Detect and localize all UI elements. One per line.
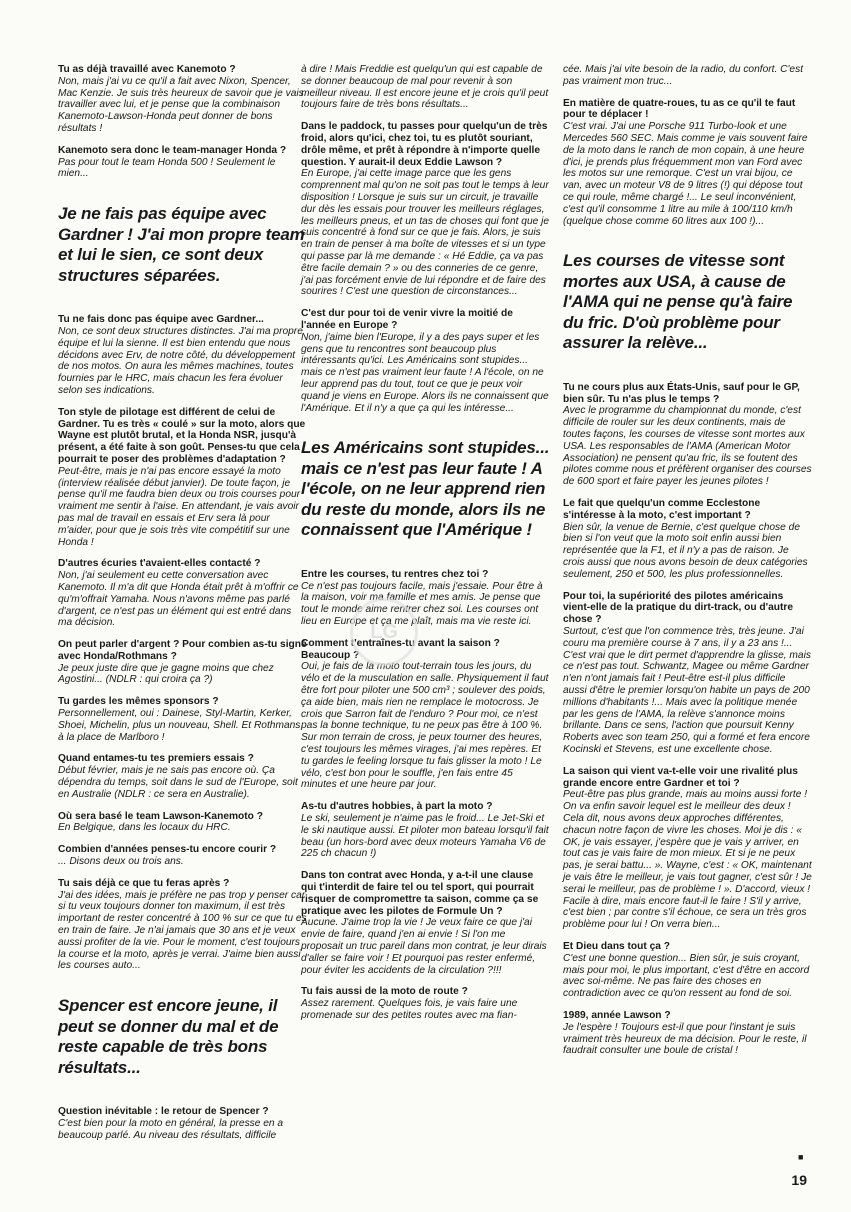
answer: Avec le programme du championnat du monde, c'est difficile de rouler sur les deux continents, mais de toutes façons, les courses de vitesse sont mortes aux USA. Les responsables de l'AMA (American Motor Association) ne pensent qu'au fric, ils se foutent des pilotes comme nous et préfèrent organiser des courses de 600 sport et faire payer les jeunes pilotes ! — [563, 405, 812, 488]
pull-quote: Spencer est encore jeune, il peut se donner du mal et de reste capable de très bons résultats... — [58, 996, 279, 1077]
answer: Le ski, seulement je n'aime pas le froid... Le Jet-Ski et le ski nautique aussi. Et piloter mon bateau lorsqu'il fait beau (un hors-bord avec deux moteurs Yamaha V6 de 225 ch chacun !) — [301, 812, 549, 860]
answer: à dire ! Mais Freddie est quelqu'un qui est capable de se donner beaucoup de mal pour revenir à son meilleur niveau. Il est encore jeune et je crois qu'il peut toujours faire de très bons résultats... — [301, 64, 549, 111]
answer: Pas pour tout le team Honda 500 ! Seulement le mien... — [58, 156, 276, 180]
answer: J'ai des idées, mais je préfère ne pas trop y penser car si tu veux toujours donner ton maximum, il est très important de rester concentré à 100 % sur ce que tu es en train de faire. Je n'ai jamais que 30 ans et je veux aussi profiter de la vie. Pour le moment, c'est toujours la course et la moto, après je verrai. J'aime bien aussi les courses auto... — [58, 889, 307, 972]
answer: Ce n'est pas toujours facile, mais j'essaie. Pour être à la maison, voir ma famille et mes amis. Je pense que tout le monde aime rentrer chez soi. Les courses ont lieu en Europe et ça me plaît, mais ma vie reste ici. — [301, 580, 543, 627]
end-mark-icon: ■ — [798, 1152, 804, 1162]
column-3 — [563, 64, 812, 1067]
answer: Début février, mais je ne sais pas encore où. Ça dépendra du temps, soit dans le sud de l'Europe, soit en Australie (NDLR : ce sera en Australie). — [58, 765, 298, 800]
answer: Aucune. J'aime trop la vie ! Je veux faire ce que j'ai envie de faire, quand j'en ai envie ! Si l'on me proposait un truc pareil dans mon contrat, je leur dirais d'aller se faire voir ! Et pourquoi pas rester enfermé, pour éviter les accidents de la circulation ?!!! — [301, 917, 547, 976]
question: Où sera basé le team Lawson-Kanemoto ? — [58, 810, 263, 822]
answer: C'est une bonne question... Bien sûr, je suis croyant, mais pour moi, le plus important, c'est d'être en accord avec soi-même. Ne pas faire des choses en contradiction avec ce qu'on ressent au fond de soi. — [563, 952, 810, 1000]
answer: Peut-être pas plus grande, mais au moins aussi forte ! On va enfin savoir lequel est le meilleur des deux ! Cela dit, nous avons deux approches différentes, chacun notre façon de vivre les choses. Moi je dis : « OK, je vais essayer, j'espère que je vais y arriver, en tout cas je vais faire de mon mieux. Et si je ne peux pas, je serai battu... ». Wayne, c'est : « OK, maintenant je vais être le meilleur, je vais tout gagner, c'est sûr ! Je serai le meilleur, pas de problème ! ». D'accord, vieux ! Facile à dire, mais encore faut-il le faire ! S'il y arrive, c'est bien ; par contre s'il échoue, ce sera un très gros problème pour lui ! On verra bien... — [563, 789, 812, 931]
answer: En Belgique, dans les locaux du HRC. — [58, 822, 231, 834]
watermark-logo: LG — [350, 598, 418, 666]
question: C'est dur pour toi de venir vivre la moitié de l'année en Europe ? — [301, 308, 513, 331]
question: La saison qui vient va-t-elle voir une rivalité plus grande encore entre Gardner et toi ? — [563, 765, 798, 789]
question: Quand entames-tu tes premiers essais ? — [58, 753, 254, 765]
answer: Surtout, c'est que l'on commence très, très jeune. J'ai couru ma première course à 7 ans, il y a 23 ans !... C'est vrai que le dirt permet d'apprendre la glisse, mais ce n'est pas tout. Schwantz, Magee ou même Gardner n'en n'ont jamais fait ! Peut-être est-il plus difficile aussi d'être le premier lorsqu'on habite un pays de 200 millions d'habitants !... Mais avec la politique menée par les gens de l'AMA, la relève s'annonce moins brillante. Dans ce sens, l'action que poursuit Kenny Roberts avec son team 250, qui a formé et fera encore Kocinski et Stevens, est une excellente chose. — [563, 626, 811, 755]
question: Question inévitable : le retour de Spencer ? — [58, 1106, 269, 1118]
question: Tu gardes les mêmes sponsors ? — [58, 696, 219, 708]
page-number: 19 — [791, 1172, 807, 1188]
answer: ... Disons deux ou trois ans. — [58, 856, 184, 868]
answer: Non, j'ai seulement eu cette conversation avec Kanemoto. Il m'a dit que Honda était prêt à m'offrir ce qu'm'offrait Yamaha. Nous n'avons même pas parlé d'argent, ce n'est pas un élément qui est entré dans ma décision. — [58, 570, 299, 629]
question: Comment t'entraînes-tu avant la saison ? Beaucoup ? — [301, 637, 500, 661]
pull-quote: Je ne fais pas équipe avec Gardner ! J'ai mon propre team et lui le sien, ce sont deux structures séparées. — [58, 204, 305, 285]
question: 1989, année Lawson ? — [563, 1009, 671, 1021]
answer: Personnellement, oui : Dainese, Styl-Martin, Kerker, Shoei, Michelin, plus un nouveau, Shell. Et Rothmans à la place de Marlboro ! — [58, 708, 301, 743]
answer: C'est bien pour la moto en général, la presse en a beaucoup parlé. Au niveau des résultats, difficile — [58, 1118, 284, 1141]
pull-quote: Les Américains sont stupides... mais ce n'est pas leur faute ! A l'école, on ne leur apprend rien du reste du monde, alors ils ne connaissent que l'Amérique ! — [301, 438, 550, 540]
answer: Assez rarement. Quelques fois, je vais faire une promenade sur des petites routes avec ma fian- — [301, 998, 518, 1021]
question: On peut parler d'argent ? Pour combien as-tu signé avec Honda/Rothmans ? — [58, 639, 307, 662]
question: Tu fais aussi de la moto de route ? — [301, 986, 468, 998]
answer: Non, j'aime bien l'Europe, il y a des pays super et les gens que tu rencontres sont beaucoup plus intéressants qu'ici. Les Américains sont stupides... mais ce n'est pas vraiment leur faute ! A l'école, on ne leur apprend pas du tout, tout ce que je peux voir quand je viens en Europe. Alors ils ne connaissent que l'Amérique. Et il n'y a que ça qui les intéresse... — [301, 331, 549, 414]
answer: Peut-être, mais je n'ai pas encore essayé la moto (interview réalisée début janvier). De toute façon, je pense qu'il me faudra bien deux ou trois courses pour vraiment me sentir à l'aise. En attendant, je vais avoir pas mal de travail en essais et Erv sera là pour m'aider, pour que je sois très vite compétitif sur une Honda ! — [58, 465, 301, 548]
question: Entre les courses, tu rentres chez toi ? — [301, 568, 489, 580]
question: Combien d'années penses-tu encore courir ? — [58, 844, 277, 856]
question: Tu as déjà travaillé avec Kanemoto ? — [58, 64, 236, 75]
question: Pour toi, la supériorité des pilotes américains vient-elle de la pratique du dirt-track, ou d'autre chose ? — [563, 590, 793, 626]
question: Dans ton contrat avec Honda, y a-t-il une clause qui t'interdit de faire tel ou tel sport, qui pourrait risquer de compromettre ta saison, comme ça se pratique avec les pilotes de Formule Un ? — [301, 870, 539, 917]
answer: Non, mais j'ai vu ce qu'il a fait avec Nixon, Spencer, Mac Kenzie. Je suis très heureux de savoir que je vais travailler avec lui, et je pense que la combinaison Kanemoto-Lawson-Honda peut donner de bons résultats ! — [58, 75, 304, 134]
answer: cée. Mais j'ai vite besoin de la radio, du confort. C'est pas vraiment mon truc... — [563, 64, 804, 87]
question: D'autres écuries t'avaient-elles contacté ? — [58, 558, 261, 570]
question: Ton style de pilotage est différent de celui de Gardner. Tu es très « coulé » sur la moto, alors que Wayne est plutôt brutal, et la Honda NSR, jusqu'à présent, a été faite à son goût. Penses-tu que cela pourrait te poser des problèmes d'adaptation ? — [58, 406, 306, 465]
answer: Non, ce sont deux structures distinctes. J'ai ma propre équipe et lui la sienne. Il est bien entendu que nous décidons avec Erv, de notre côté, du développement de nos motos. On aura les mêmes machines, toutes fournies par le HRC, mais chacun les fera évoluer selon ses indications. — [58, 325, 303, 396]
question: Tu ne fais donc pas équipe avec Gardner... — [58, 314, 264, 326]
pull-quote: Les courses de vitesse sont mortes aux USA, à cause de l'AMA qui ne pense qu'à faire du fric. D'où problème pour assurer la relève... — [563, 251, 793, 353]
column-1 — [58, 64, 307, 1152]
question: As-tu d'autres hobbies, à part la moto ? — [301, 801, 493, 813]
question: Kanemoto sera donc le team-manager Honda ? — [58, 144, 287, 156]
question: Et Dieu dans tout ça ? — [563, 940, 670, 952]
question: Le fait que quelqu'un comme Ecclestone s'intéresse à la moto, c'est important ? — [563, 498, 761, 521]
answer: C'est vrai. J'ai une Porsche 911 Turbo-look et une Mercedes 560 SEC. Mais comme je vais souvent faire de la moto dans le ranch de mon copain, à une heure d'ici, je prends plus fréquemment mon van Ford avec les motos sur une remorque. C'est un vrai bijou, ce van, avec un moteur V8 de 9 litres (!) qui dépose tout ce qui roule, même chargé !... Le seul inconvénient, c'est qu'il consomme 1 litre au mile à 100/110 km/h (quelque chose comme 60 litres aux 100 !)... — [563, 121, 808, 227]
question: Tu ne cours plus aux États-Unis, sauf pour le GP, bien sûr. Tu n'as plus le temps ? — [563, 381, 800, 405]
question: Dans le paddock, tu passes pour quelqu'un de très froid, alors qu'ici, chez toi, tu es plutôt souriant, drôle même, et prêt à répondre à n'importe quelle question. Y aurait-il deux Eddie Lawson ? — [301, 121, 548, 168]
answer: Je peux juste dire que je gagne moins que chez Agostini... (NDLR : qui croira ça ?) — [58, 662, 274, 686]
answer: Oui, je fais de la moto tout-terrain tous les jours, du vélo et de la musculation en salle. Physiquement il faut être fort pour piloter une 500 cm³ ; soulever des poids, ça aide bien, mais rien ne remplace le motocross. Je crois que Sarron fait de l'enduro ? Pour moi, ce n'est pas la bonne technique, tu ne peux pas être à 100 %. Sur mon terrain de cross, je peux tourner des heures, c'est toujours les mêmes virages, j'ai mes repères. Et tu gardes le feeling lorsque tu fais glisser la moto ! Le vélo, c'est bon pour le souffle, j'en fais entre 45 minutes et une heure par jour. — [301, 661, 549, 791]
column-2 — [301, 64, 550, 1032]
answer: Bien sûr, la venue de Bernie, c'est quelque chose de bien si l'on veut que la moto soit enfin aussi bien représentée que la F1, et il n'y a pas de raison. Je crois aussi que nous avons besoin de deux catégories seulement, 250 et 500, les plus professionnelles. — [563, 521, 808, 580]
answer: En Europe, j'ai cette image parce que les gens comprennent mal qu'on ne soit pas tout le temps à leur disposition ! Lorsque je suis sur un circuit, je travaille dur dès les essais pour trouver les meilleurs réglages, les meilleurs pneus, et un tas de choses qui font que je suis concentré à fond sur ce que je fais. Alors, je suis en train de penser à ma boîte de vitesses et si un type qui passe par là me demande : « Hé Eddie, ça va pas être facile demain ? » ou des conneries de ce genre, j'ai pas forcément envie de lui répondre et de faire des sourires ! C'est une question de circonstances... — [301, 168, 550, 298]
answer: Je l'espère ! Toujours est-il que pour l'instant je suis vraiment très heureux de ma décision. Pour le reste, il faudrait consulter une boule de cristal ! — [563, 1021, 807, 1057]
question: En matière de quatre-roues, tu as ce qu'il te faut pour te déplacer ! — [563, 97, 796, 121]
question: Tu sais déjà ce que tu feras après ? — [58, 877, 230, 889]
